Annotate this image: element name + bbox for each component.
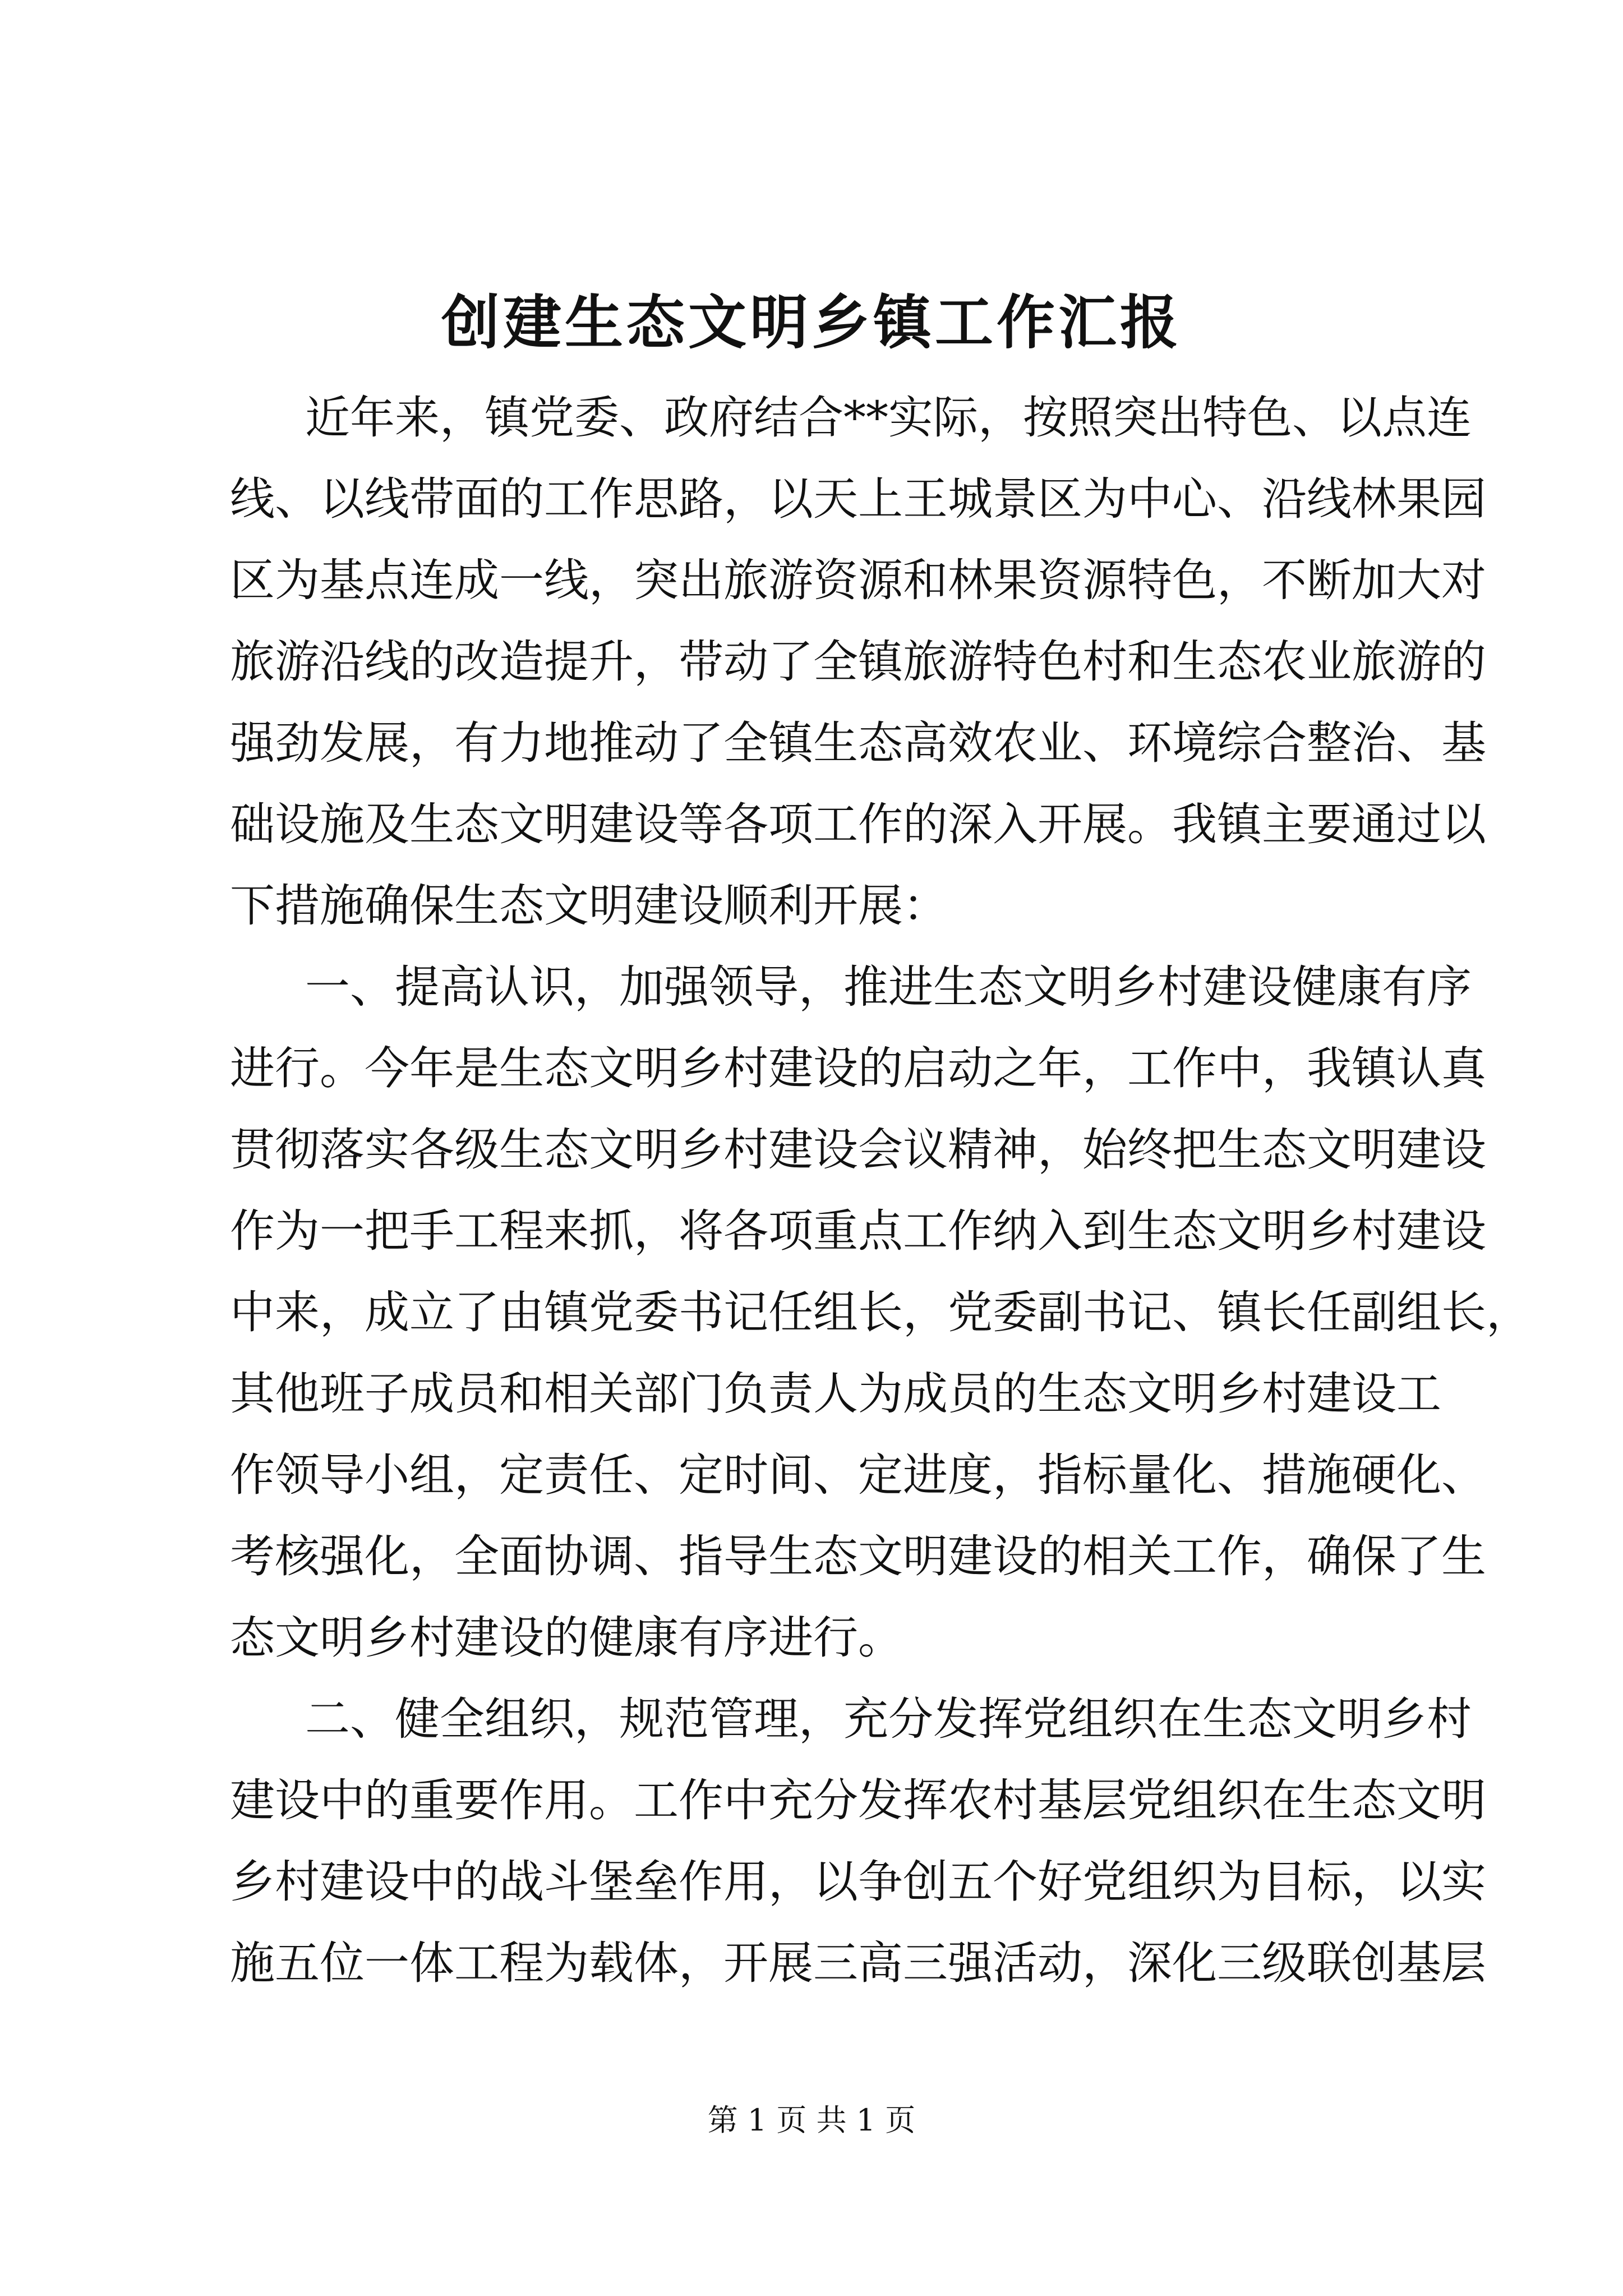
paragraph-line: 态文明乡村建设的健康有序进行。 xyxy=(230,1612,903,1664)
paragraph-line: 作领导小组，定责任、定时间、定进度，指标量化、措施硬化、 xyxy=(230,1449,1486,1501)
paragraph-line: 作为一把手工程来抓，将各项重点工作纳入到生态文明乡村建设 xyxy=(230,1205,1486,1257)
document-title: 创建生态文明乡镇工作汇报 xyxy=(441,288,1182,357)
paragraph-line: 贯彻落实各级生态文明乡村建设会议精神，始终把生态文明建设 xyxy=(230,1124,1486,1176)
section-heading-line: 二、健全组织，规范管理，充分发挥党组织在生态文明乡村 xyxy=(305,1693,1472,1745)
paragraph-line: 旅游沿线的改造提升，带动了全镇旅游特色村和生态农业旅游的 xyxy=(230,636,1486,688)
paragraph-line: 础设施及生态文明建设等各项工作的深入开展。我镇主要通过以 xyxy=(230,798,1486,850)
paragraph-line: 近年来，镇党委、政府结合**实际，按照突出特色、以点连 xyxy=(305,392,1472,444)
section-heading-line: 一、提高认识，加强领导，推进生态文明乡村建设健康有序 xyxy=(305,961,1472,1013)
paragraph-line: 区为基点连成一线，突出旅游资源和林果资源特色，不断加大对 xyxy=(230,554,1486,606)
paragraph-line: 强劲发展，有力地推动了全镇生态高效农业、环境综合整治、基 xyxy=(230,717,1486,769)
paragraph-line: 进行。今年是生态文明乡村建设的启动之年，工作中，我镇认真 xyxy=(230,1042,1486,1094)
paragraph-line: 其他班子成员和相关部门负责人为成员的生态文明乡村建设工 xyxy=(230,1368,1441,1420)
paragraph-line: 乡村建设中的战斗堡垒作用，以争创五个好党组织为目标，以实 xyxy=(230,1856,1486,1908)
paragraph-line: 施五位一体工程为载体，开展三高三强活动，深化三级联创基层 xyxy=(230,1937,1486,1989)
paragraph-line: 中来，成立了由镇党委书记任组长，党委副书记、镇长任副组长， xyxy=(230,1286,1531,1338)
paragraph-line: 线、以线带面的工作思路，以天上王城景区为中心、沿线林果园 xyxy=(230,473,1486,525)
paragraph-line: 下措施确保生态文明建设顺利开展： xyxy=(230,880,948,932)
paragraph-line: 建设中的重要作用。工作中充分发挥农村基层党组织在生态文明 xyxy=(230,1774,1486,1826)
paragraph-line: 考核强化，全面协调、指导生态文明建设的相关工作，确保了生 xyxy=(230,1530,1486,1582)
page-footer: 第 1 页 共 1 页 xyxy=(707,2102,916,2138)
